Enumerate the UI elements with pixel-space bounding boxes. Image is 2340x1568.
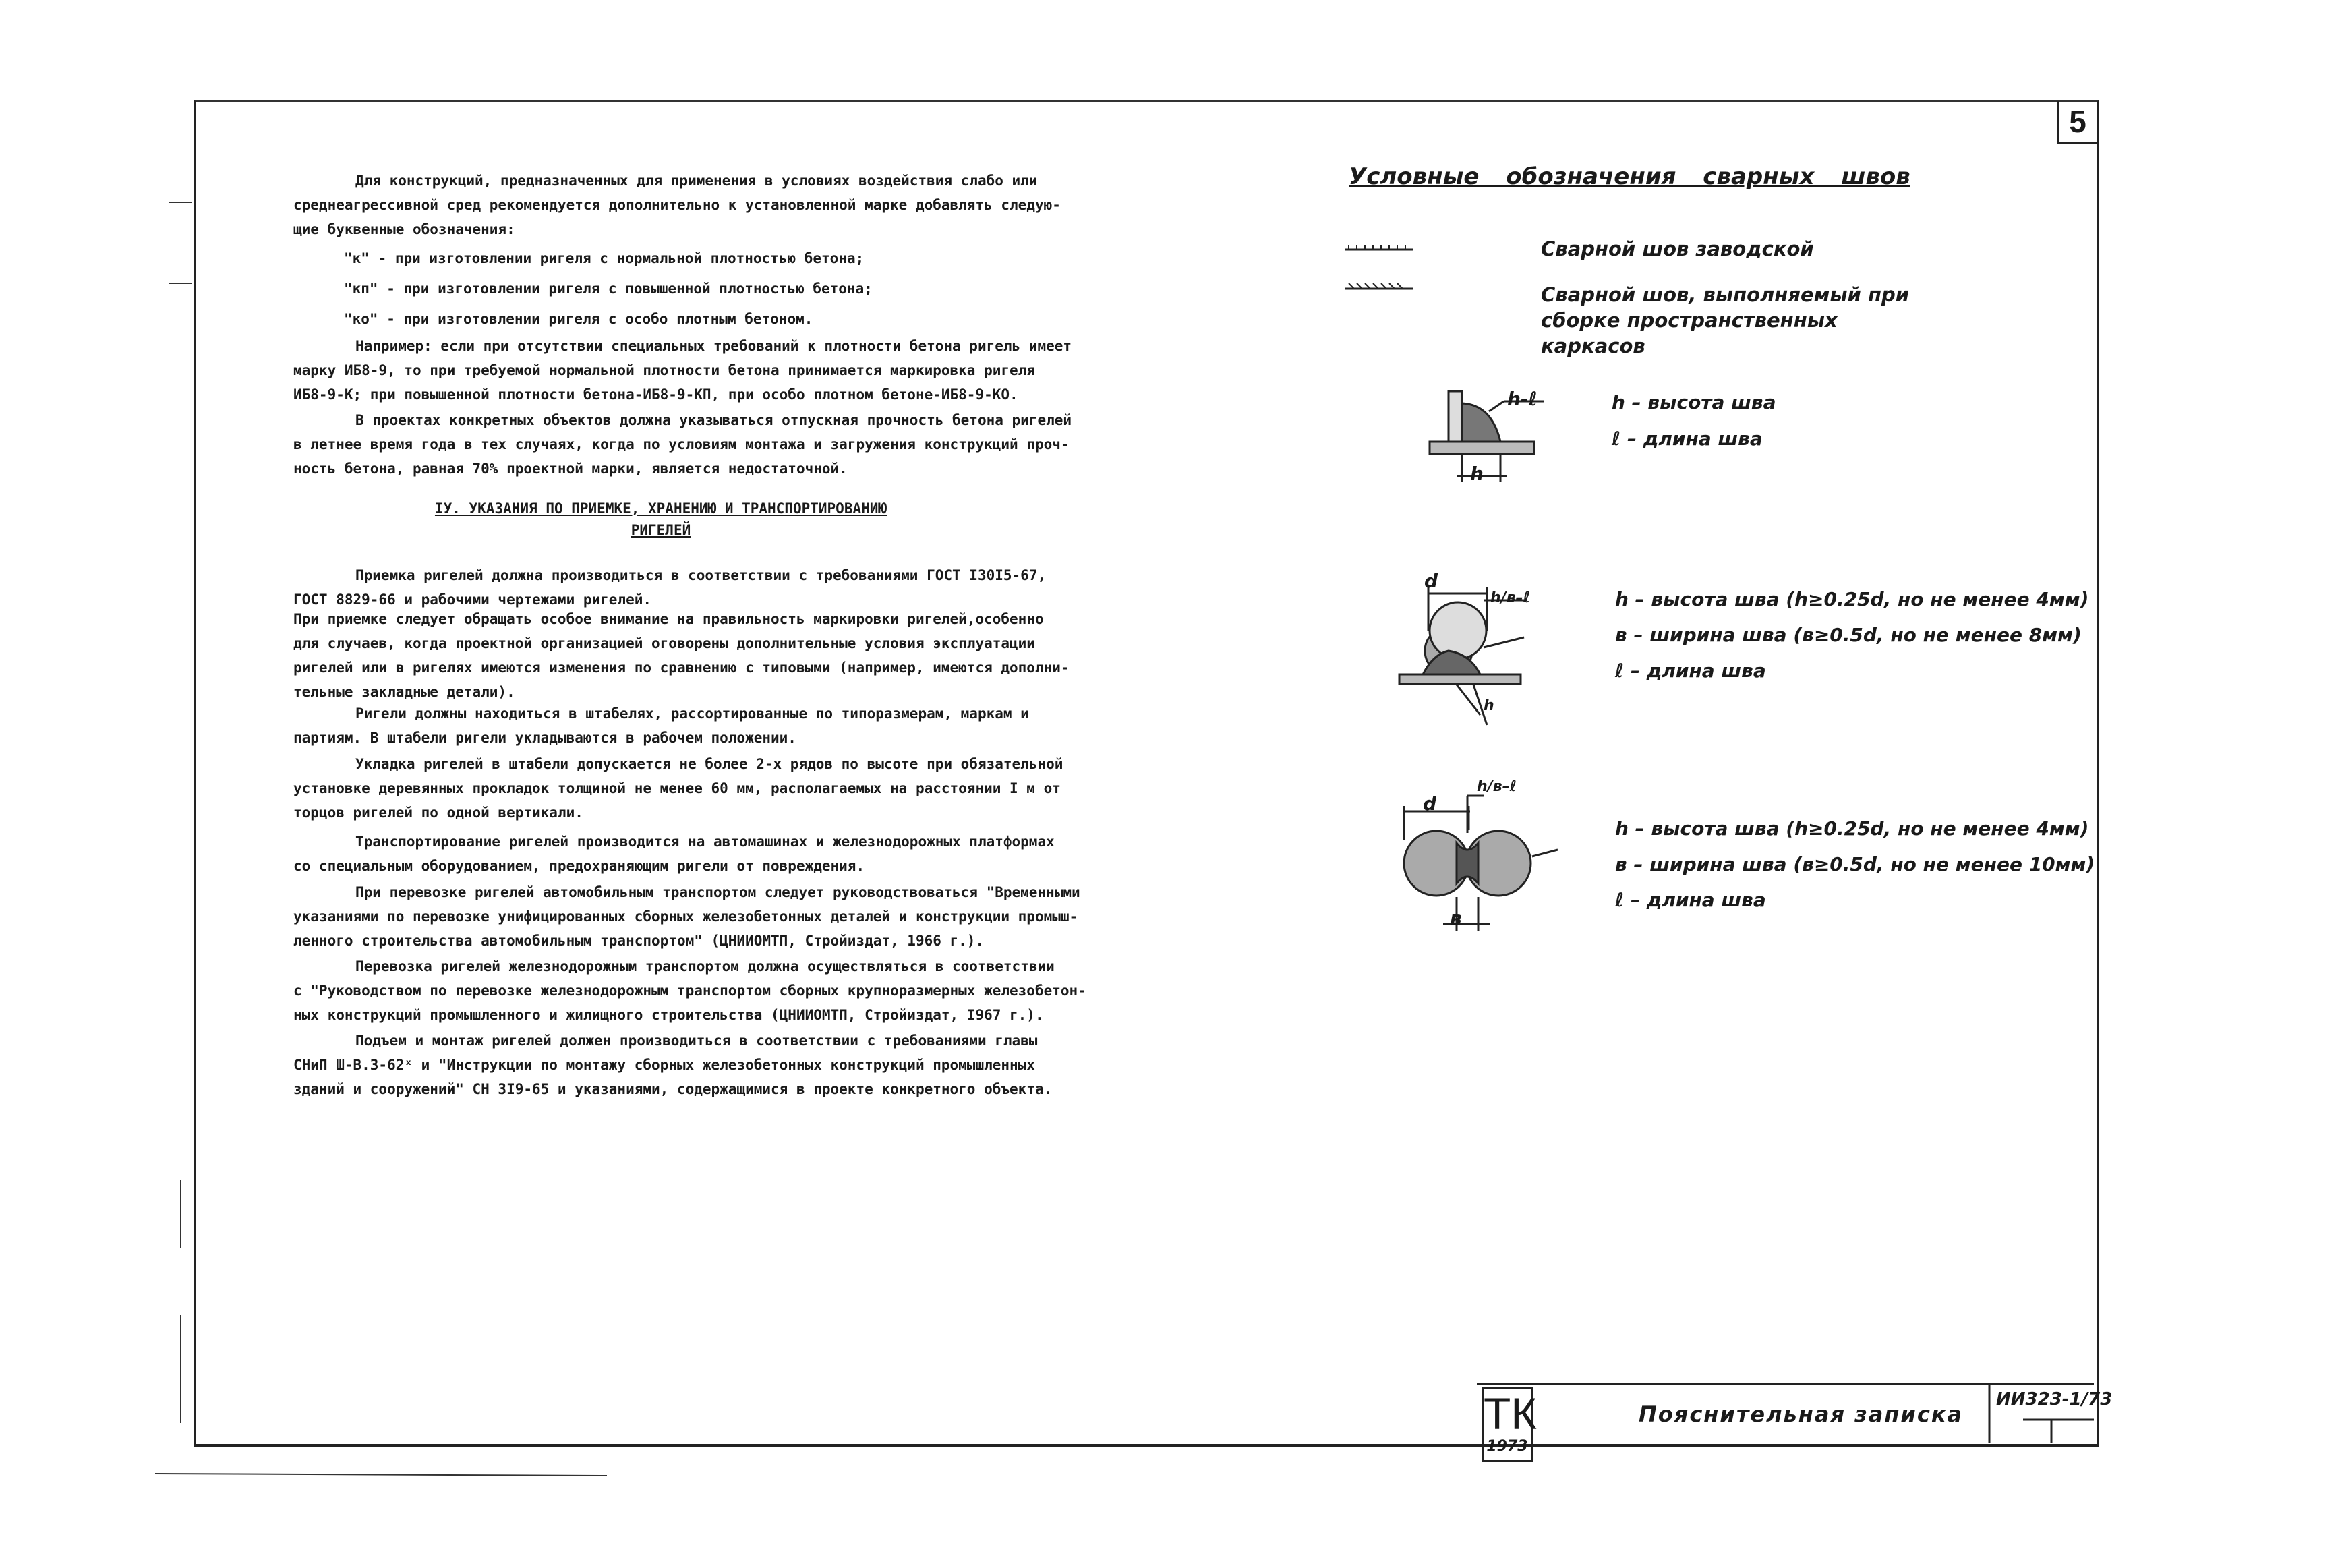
paragraph-k: "к" - при изготовлении ригеля с нормальной плотностью бетона; bbox=[344, 250, 865, 266]
figure3-width: в – ширина шва (в≥0.5d, но не менее 10мм) bbox=[1615, 853, 2095, 875]
paragraph-example: Например: если при отсутствии специальных требований к плотности бетона ригель имеет марку ИБ8-9, то при требуемой нормальной плотности бетона принимается маркировка ригеля ИБ8-9-К; при повышенной плотности бетона-ИБ8-9-КП, при особо плотном бетоне-ИБ8-9-КО. bbox=[293, 338, 1072, 403]
factory-weld-symbol bbox=[1345, 245, 1413, 250]
title-block-title: Пояснительная записка bbox=[1639, 1401, 1964, 1427]
figure1-dimension: h bbox=[1470, 463, 1484, 485]
legend-factory-weld: Сварной шов заводской bbox=[1541, 237, 1814, 260]
figure3-weld-label: h/в–ℓ bbox=[1477, 778, 1517, 795]
paragraph-ko: "ко" - при изготовлении ригеля с особо плотным бетоном. bbox=[344, 311, 813, 327]
legend-assembly-weld: Сварной шов, выполняемый при сборке пространственных каркасов bbox=[1541, 283, 1910, 357]
assembly-weld-symbol bbox=[1345, 283, 1413, 289]
figure3-height: h – высота шва (h≥0.25d, но не менее 4мм) bbox=[1615, 817, 2089, 840]
legend-title: Условные обозначения сварных швов bbox=[1349, 163, 1910, 190]
paragraph-stacking: Укладка ригелей в штабели допускается не более 2-х рядов по высоте при обязательной установке деревянных прокладок толщиной не менее 60 мм, располагаемых на расстоянии I м от торцов ригелей по одной вертикали. bbox=[293, 756, 1063, 821]
paragraph-road-transport: При перевозке ригелей автомобильным транспортом следует руководствоваться "Временными указаниями по перевозке унифицированных сборных железобетонных деталей и конструкции промыш- ленного строительства автомобильным транспортом" (ЦНИИОМТП, Стройиздат, 1966 г.). bbox=[293, 884, 1080, 949]
section-heading-line2: РИГЕЛЕЙ bbox=[631, 522, 691, 538]
figure2-dimension: h bbox=[1484, 697, 1494, 714]
figure1-length: ℓ – длина шва bbox=[1612, 428, 1763, 450]
figure1-height: h – высота шва bbox=[1612, 391, 1776, 413]
paragraph-installation: Подъем и монтаж ригелей должен производиться в соответствии с требованиями главы СНиП Ш-В.3-62ˣ и "Инструкции по монтажу сборных железобетонных конструкций промышленных зданий и сооружений" СН 3I9-65 и указаниями, содержащимися в проекте конкретного объекта. bbox=[293, 1033, 1053, 1097]
figure2-weld-label: h/в–ℓ bbox=[1490, 589, 1530, 606]
paragraph-kp: "кп" - при изготовлении ригеля с повышенной плотностью бетона; bbox=[344, 281, 873, 297]
figure3-diameter: d bbox=[1423, 792, 1437, 815]
paragraph-strength: В проектах конкретных объектов должна указываться отпускная прочность бетона ригелей в летнее время года в тех случаях, когда по условиям монтажа и загружения конструкций проч- ность бетона, равная 70% проектной марки, является недостаточной. bbox=[293, 412, 1072, 477]
frame-marks bbox=[155, 202, 607, 1476]
title-block-code: ИИ323-1/73 bbox=[1996, 1389, 2113, 1410]
paragraph-stacks: Ригели должны находиться в штабелях, рассортированные по типоразмерам, маркам и партиям. В штабели ригели укладываются в рабочем положении. bbox=[293, 705, 1029, 746]
section-heading-line1: IУ. УКАЗАНИЯ ПО ПРИЕМКЕ, ХРАНЕНИЮ И ТРАНСПОРТИРОВАНИЮ bbox=[434, 500, 887, 517]
title-block-stamp bbox=[1482, 1387, 1537, 1462]
figure2-width: в – ширина шва (в≥0.5d, но не менее 8мм) bbox=[1615, 624, 2082, 646]
figure1-weld-label: h-ℓ bbox=[1507, 388, 1538, 410]
title-block-tk: ТК bbox=[1484, 1389, 1537, 1439]
paragraph-marking: При приемке следует обращать особое внимание на правильность маркировки ригелей,особенно для случаев, когда проектной организацией оговорены дополнительные условия эксплуатации ригелей или в ригелях имеются изменения по сравнению с типовыми (например, имеются дополни- тельные закладные детали). bbox=[293, 611, 1070, 700]
page-number: 5 bbox=[2057, 101, 2097, 144]
figure3-length: ℓ – длина шва bbox=[1615, 889, 1766, 911]
figure2-height: h – высота шва (h≥0.25d, но не менее 4мм) bbox=[1615, 588, 2089, 610]
paragraph-aggressive-environment: Для конструкций, предназначенных для применения в условиях воздействия слабо или среднеагрессивной сред рекомендуется дополнительно к установленной марке добавлять следую- щие буквенные обозначения: bbox=[293, 173, 1061, 237]
figure3-dimension: в bbox=[1450, 907, 1462, 929]
title-block-year: 1973 bbox=[1486, 1438, 1528, 1455]
figure2-length: ℓ – длина шва bbox=[1615, 660, 1766, 682]
paragraph-transport: Транспортирование ригелей производится на автомашинах и железнодорожных платформах со специальным оборудованием, предохраняющим ригели от повреждения. bbox=[293, 834, 1055, 874]
paragraph-acceptance: Приемка ригелей должна производиться в соответствии с требованиями ГОСТ I30I5-67, ГОСТ 8829-66 и рабочими чертежами ригелей. bbox=[293, 567, 1047, 608]
paragraph-rail-transport: Перевозка ригелей железнодорожным транспортом должна осуществляться в соответствии с "Руководством по перевозке железнодорожным транспортом сборных крупноразмерных железобетон- ных конструкций промышленного и жилищного строительства (ЦНИИОМТП, Стройиздат, I967 г.). bbox=[293, 958, 1086, 1023]
figure2-diameter: d bbox=[1424, 570, 1438, 592]
